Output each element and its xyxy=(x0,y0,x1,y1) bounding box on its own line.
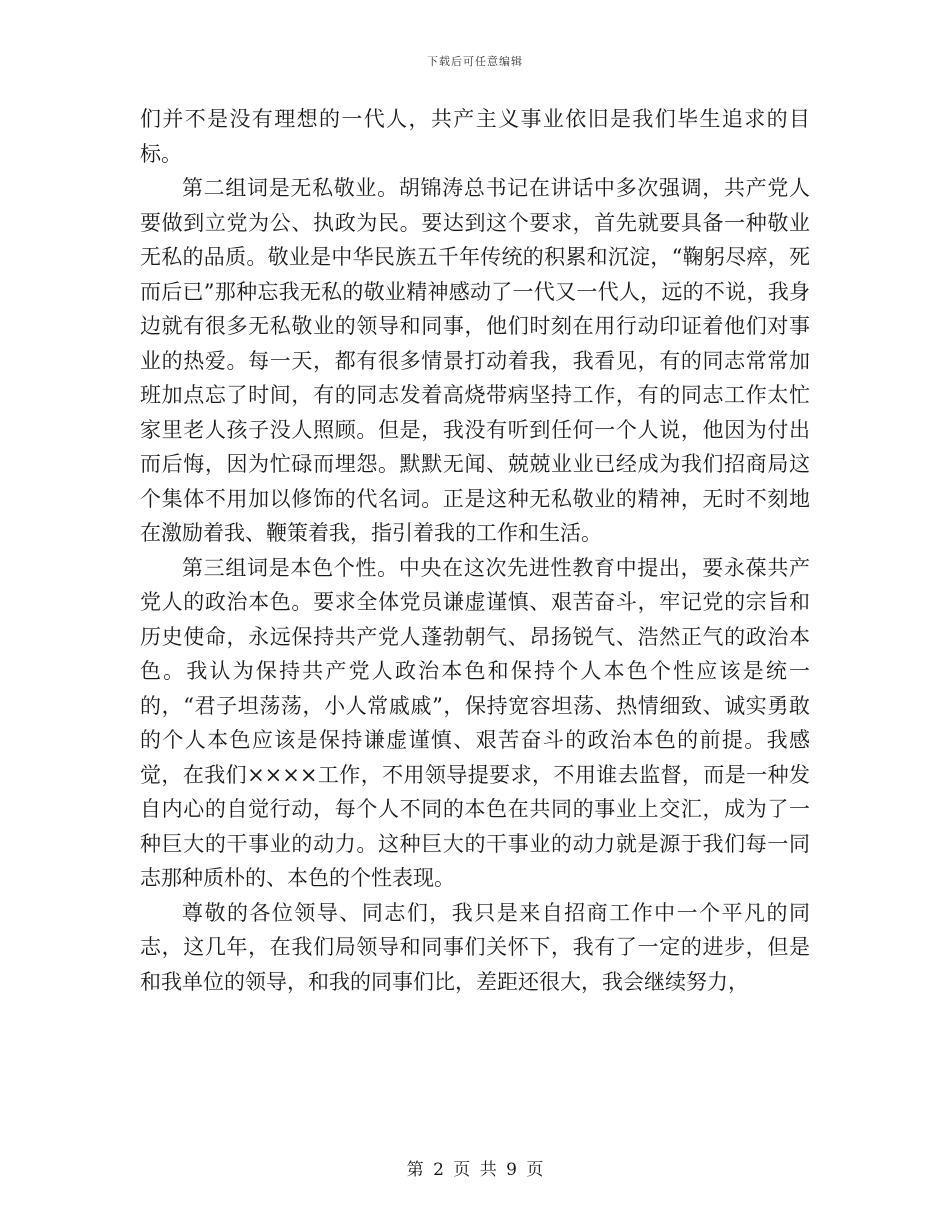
paragraph-selfless-dedication: 第二组词是无私敬业。胡锦涛总书记在讲话中多次强调，共产党人要做到立党为公、执政为民。要达到这个要求，首先就要具备一种敬业无私的品质。敬业是中华民族五千年传统的积累和沉淀，“鞠躬尽瘁，死而后已”那种忘我无私的敬业精神感动了一代又一代人，远的不说，我身边就有很多无私敬业的领导和同事，他们时刻在用行动印证着他们对事业的热爱。每一天，都有很多情景打动着我，我看见，有的同志常常加班加点忘了时间，有的同志发着高烧带病坚持工作，有的同志工作太忙家里老人孩子没人照顾。但是，我没有听到任何一个人说，他因为付出而后悔，因为忙碌而埋怨。默默无闻、兢兢业业已经成为我们招商局这个集体不用加以修饰的代名词。正是这种无私敬业的精神，无时不刻地在激励着我、鞭策着我，指引着我的工作和生活。 xyxy=(140,176,810,545)
paragraph-continuation: 们并不是没有理想的一代人，共产主义事业依旧是我们毕生追求的目标。 xyxy=(140,107,810,166)
paragraph-closing-address: 尊敬的各位领导、同志们，我只是来自招商工作中一个平凡的同志，这几年，在我们局领导和同事们关怀下，我有了一定的进步，但是和我单位的领导，和我的同事们比，差距还很大，我会继续努力， xyxy=(140,900,810,994)
paragraph-true-character: 第三组词是本色个性。中央在这次先进性教育中提出，要永葆共产党人的政治本色。要求全体党员谦虚谨慎、艰苦奋斗，牢记党的宗旨和历史使命，永远保持共产党人蓬勃朝气、昂扬锐气、浩然正气的政治本色。我认为保持共产党人政治本色和保持个人本色个性应该是统一的，“君子坦荡荡，小人常戚戚”，保持宽容坦荡、热情细致、诚实勇敢的个人本色应该是保持谦虚谨慎、艰苦奋斗的政治本色的前提。我感觉，在我们××××工作，不用领导提要求，不用谁去监督，而是一种发自内心的自觉行动，每个人不同的本色在共同的事业上交汇，成为了一种巨大的干事业的动力。这种巨大的干事业的动力就是源于我们每一同志那种质朴的、本色的个性表现。 xyxy=(140,555,810,890)
header-note: 下载后可任意编辑 xyxy=(427,55,523,68)
document-body xyxy=(140,102,810,999)
page-number-footer: 第 2 页 共 9 页 xyxy=(406,1160,544,1180)
